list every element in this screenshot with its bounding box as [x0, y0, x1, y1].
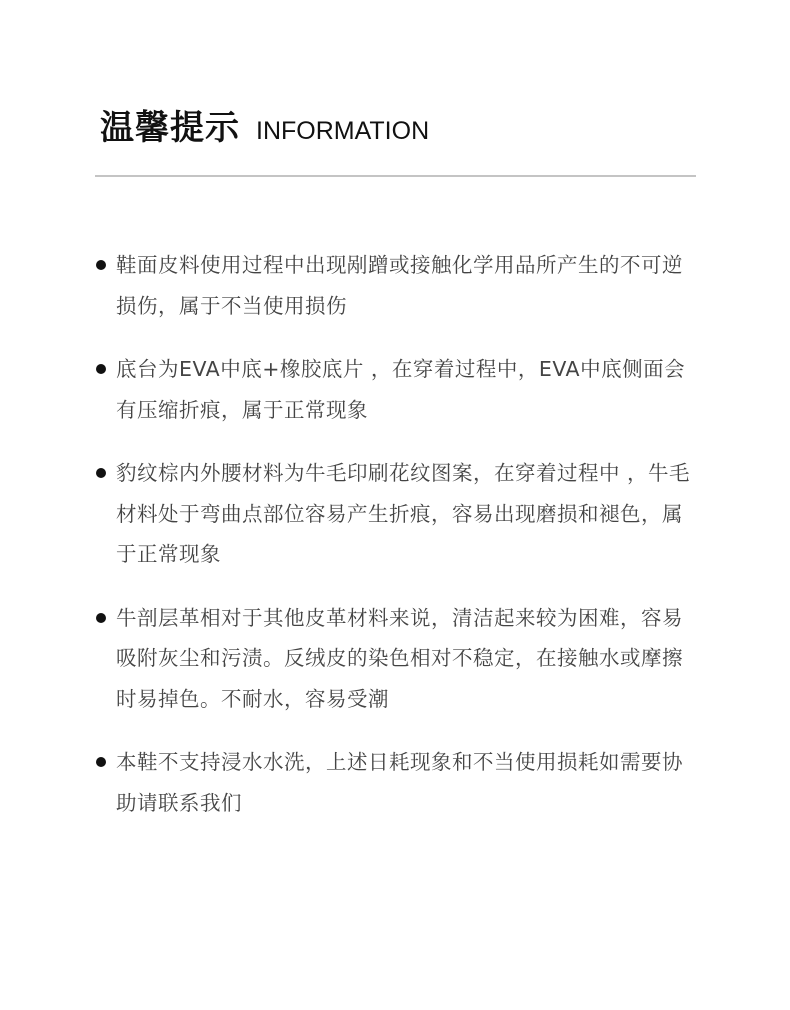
notice-list — [94, 245, 694, 846]
bullet-icon — [96, 364, 106, 374]
notice-text: 底台为EVA中底+橡胶底片 ，在穿着过程中，EVA中底侧面会有压缩折痕，属于正常现象 — [116, 357, 686, 422]
page-subtitle: INFORMATION — [256, 117, 430, 145]
notice-text: 牛剖层革相对于其他皮革材料来说，清洁起来较为困难，容易吸附灰尘和污渍。反绒皮的染色相对不稳定，在接触水或摩擦时易掉色。不耐水，容易受潮 — [116, 605, 683, 711]
bullet-icon — [96, 260, 106, 270]
notice-text: 鞋面皮料使用过程中出现剐蹭或接触化学用品所产生的不可逆损伤，属于不当使用损伤 — [116, 253, 683, 318]
notice-text: 豹纹棕内外腰材料为牛毛印刷花纹图案，在穿着过程中 ，牛毛材料处于弯曲点部位容易产生折痕，容易出现磨损和褪色，属于正常现象 — [116, 461, 691, 566]
page-header — [100, 100, 429, 149]
notice-item — [94, 349, 694, 430]
notice-item — [94, 245, 694, 326]
bullet-icon — [96, 757, 106, 767]
header-divider — [95, 175, 696, 177]
notice-item — [94, 598, 694, 720]
notice-item — [94, 453, 694, 575]
bullet-icon — [96, 613, 106, 623]
notice-text: 本鞋不支持浸水水洗，上述日耗现象和不当使用损耗如需要协助请联系我们 — [116, 750, 683, 815]
bullet-icon — [96, 468, 106, 478]
page-title: 温馨提示 — [100, 108, 240, 148]
notice-item — [94, 742, 694, 823]
